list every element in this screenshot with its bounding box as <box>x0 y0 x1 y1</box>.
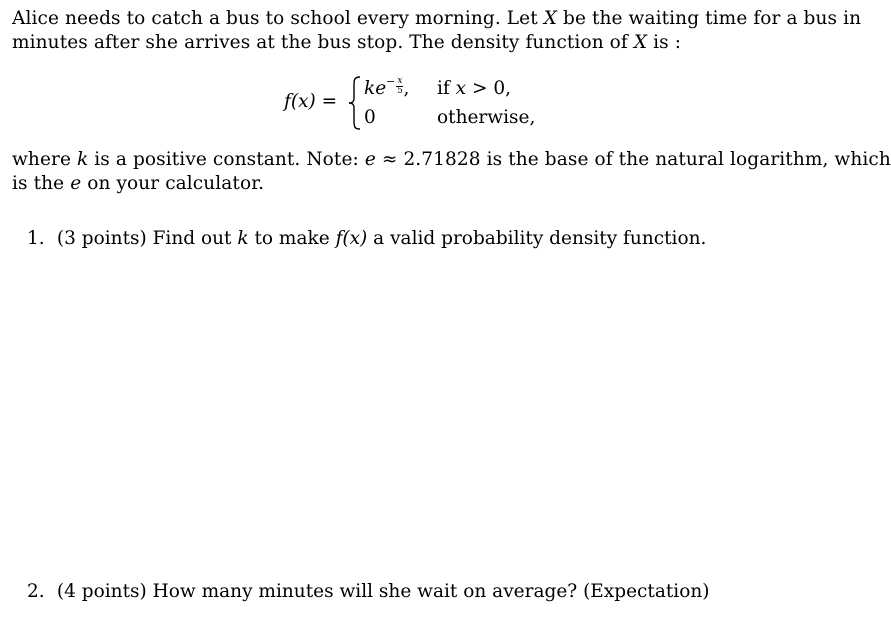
exponent-fraction <box>396 77 403 96</box>
case1-comma: , <box>403 78 410 99</box>
case1-exponent <box>386 75 403 96</box>
question-text: (4 points) How many minutes will she wait on average? (Expectation) <box>56 581 710 602</box>
variable-e: e <box>70 173 82 194</box>
intro-text: minutes after she arrives at the bus stop. The density function of <box>12 32 628 53</box>
equation-lhs: f(x) = <box>284 91 338 112</box>
left-brace <box>348 76 362 130</box>
variable-X: X <box>633 32 648 53</box>
case1-base: ke <box>364 78 387 99</box>
question-text: a valid probability density function. <box>373 228 707 249</box>
note-text: ≈ 2.71828 is the base of the natural logarithm, which <box>381 149 891 170</box>
variable-k: k <box>76 149 89 170</box>
condition-rest: > 0, <box>471 78 512 99</box>
note-text: on your calculator. <box>87 173 265 194</box>
question-1 <box>27 228 706 249</box>
case2-condition: otherwise, <box>437 107 536 128</box>
function-f: f(x) <box>335 228 368 249</box>
variable-e: e <box>364 149 376 170</box>
question-2 <box>27 581 709 602</box>
question-number: 2. <box>27 581 45 602</box>
case1-condition <box>437 78 511 99</box>
fraction-numerator: x <box>397 76 403 86</box>
note-text: where <box>12 149 71 170</box>
case2-value: 0 <box>364 107 376 128</box>
note-line-2 <box>12 173 264 194</box>
note-text: is a positive constant. Note: <box>94 149 359 170</box>
note-line-1 <box>12 149 891 170</box>
condition-var: x <box>455 78 467 99</box>
variable-X: X <box>543 8 558 29</box>
exponent-minus: − <box>386 75 396 88</box>
variable-k: k <box>237 228 249 249</box>
question-number: 1. <box>27 228 45 249</box>
intro-line-2 <box>12 32 681 53</box>
intro-line-1 <box>12 8 861 29</box>
case1-value <box>364 75 410 105</box>
intro-text: is : <box>653 32 682 53</box>
fraction-denominator: 5 <box>397 86 403 96</box>
note-text: is the <box>12 173 65 194</box>
intro-text: Alice needs to catch a bus to school every morning. Let <box>12 8 538 29</box>
question-text: (3 points) Find out <box>56 228 232 249</box>
condition-if: if <box>437 78 450 99</box>
intro-text: be the waiting time for a bus in <box>563 8 862 29</box>
question-text: to make <box>254 228 330 249</box>
